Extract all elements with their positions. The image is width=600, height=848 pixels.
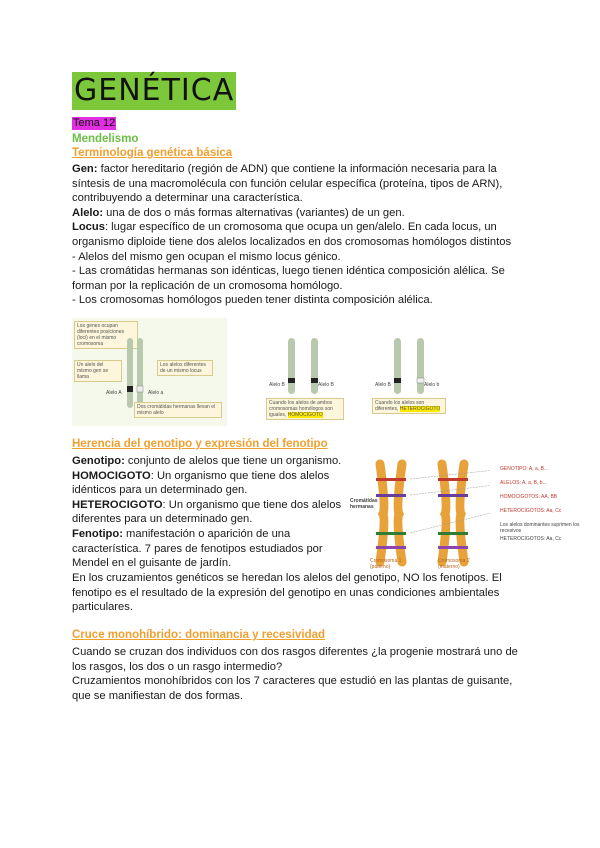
figure-note-heterozygous [372,398,446,414]
term-locus: Locus [72,221,105,234]
figure-note-left: Un alelo del mismo gen se llama [74,360,122,382]
term-alelo: Alelo: [72,206,104,219]
genotype-legend [500,466,590,542]
note-heterozygous-text: Cuando los alelos son diferentes, [375,400,425,412]
figure-homozygous [266,336,344,422]
genotype-paragraph: En los cruzamientos genéticos se heredan los alelos del genotipo, NO los fenotipos. El fenotipo es el resultado de la expresión del genotipo en unas condiciones ambientales particulares. [72,572,502,614]
legend-line-1: GENOTIPO: A, a, B... [500,466,549,472]
bullet-1: - Alelos del mismo gen ocupan el mismo locus génico. [72,250,341,263]
label-allele-c2: Alelo b [424,382,440,388]
topic-badge: Tema 12 [73,117,116,129]
label-allele-c1: Alelo B [375,382,391,388]
label-allele-b2: Alelo B [318,382,334,388]
legend-line-5: Los alelos dominantes suprimen los recesivos [500,522,580,534]
term-fenotipo: Fenotipo: [72,527,123,540]
note-heterozygous-highlight: HETEROCIGOTO [399,406,441,412]
label-chromosome-maternal: Cromosoma 1' (materno) [438,558,471,570]
legend-line-4: HETEROCIGOTOS: Aa, Cc [500,508,562,514]
def-alelo: una de dos o más formas alternativas (variantes) de un gen. [103,206,405,219]
note-homozygous-highlight: HOMOCIGOTO [287,412,323,418]
figure-allele-diagram [72,318,227,426]
figure-homologous-chromosomes [350,458,590,570]
def-genotipo: conjunto de alelos que tiene un organismo. [124,455,342,467]
figure-note-bottom: Dos cromátidas hermanas llevan el mismo alelo [134,402,222,418]
locus-definition [72,220,532,249]
label-chromosome-paternal: Cromosoma 1 (paterno) [370,558,402,570]
def-homocigoto: : Un organismo que tiene dos alelos idénticos para un determinado gen. [72,469,330,497]
term-homocigoto: HOMOCIGOTO [72,469,151,482]
figure-note-homozygous [266,398,344,420]
label-allele-a1: Alelo A [106,390,122,396]
section-genotype-body [72,454,347,571]
label-sister-chromatids: Cromátidas hermanas [350,498,378,510]
label-allele-a2: Alelo a [148,390,164,396]
bullet-3: - Los cromosomas homólogos pueden tener distinta composición alélica. [72,294,433,307]
section-terminology-body [72,162,532,308]
alelo-definition [72,206,532,221]
def-fenotipo: manifestación o aparición de una característica. 7 pares de fenotipos estudiados por Mendel en el guisante de jardín. [72,527,323,570]
def-gen: factor hereditario (región de ADN) que contiene la información necesaria para la síntesis de una macromolécula con función celular específica (proteína, tipos de ARN), contribuyendo a determinar una característica. [72,163,503,205]
label-allele-b1: Alelo B [269,382,285,388]
term-genotipo: Genotipo: [72,455,125,467]
term-gen: Gen: [72,163,98,175]
term-heterocigoto: HETEROCIGOTO [72,498,163,511]
homologous-chromosome-drawing [350,458,490,570]
monohybrid-paragraph-2: Cruzamientos monohíbridos con los 7 caracteres que estudió en las plantas de guisante, que se manifiestan de dos formas. [72,675,513,702]
figure-note-right: Los alelos diferentes de un mismo locus [157,360,213,376]
def-heterocigoto: : Un organismo que tiene dos alelos diferentes para un determinado gen. [72,498,342,526]
bullet-2: - Las cromátidas hermanas son idénticas, luego tienen idéntica composición alélica. Se forman por la replicación de un cromosoma homólogo. [72,265,505,292]
heterocigoto-definition [72,498,347,527]
legend-line-6: HETEROCIGOTOS: Aa, Cc [500,536,562,542]
section-heading-genotype: Herencia del genotipo y expresión del fenotipo [72,438,328,450]
def-locus: : lugar específico de un cromosoma que ocupa un gen/alelo. En cada locus, un organismo diploide tiene dos alelos localizados en dos cromosomas homólogos distintos [72,221,512,248]
section-heading-monohybrid: Cruce monohíbrido: dominancia y recesividad [72,629,326,641]
figure-note-top: Los genes ocupan diferentes posiciones (loci) en el mismo cromosoma [74,321,138,349]
homocigoto-definition [72,469,347,498]
legend-line-2: ALELOS: A, a, B, b... [500,480,547,486]
page-title: GENÉTICA [74,73,235,108]
subtitle: Mendelismo [72,133,139,145]
note-homozygous-text: Cuando los alelos de ambos cromosomas homólogos son iguales, [269,400,333,418]
monohybrid-paragraph-1: Cuando se cruzan dos individuos con dos rasgos diferentes ¿la progenie mostrará uno de los rasgos, los dos o un rasgo intermedio? [72,646,518,673]
section-heading-terminology: Terminología genética básica [72,147,233,159]
figure-heterozygous [372,336,450,422]
legend-line-3: HOMOCIGOTOS: AA, BB [500,494,558,500]
fenotipo-definition [72,527,347,571]
genotipo-definition [72,454,347,469]
gen-definition [72,162,532,206]
section-monohybrid-body [72,645,532,703]
